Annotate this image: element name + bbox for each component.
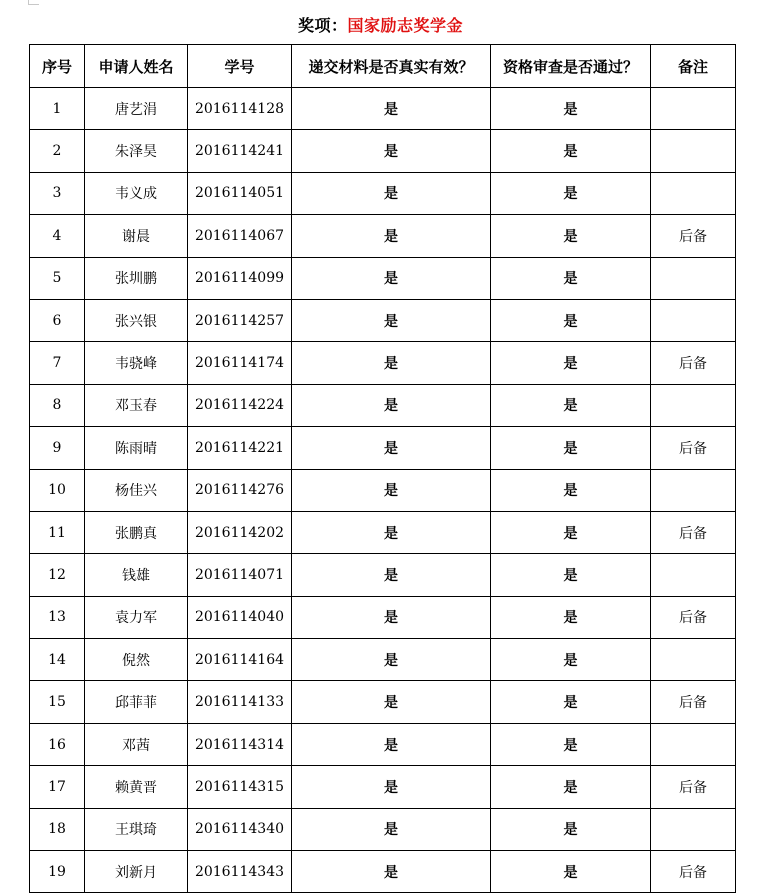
cell-no: 2 bbox=[30, 130, 85, 172]
cell-materials-valid: 是 bbox=[292, 299, 491, 341]
cell-review-passed: 是 bbox=[491, 723, 651, 765]
cell-no: 15 bbox=[30, 681, 85, 723]
cell-remark bbox=[651, 257, 736, 299]
cell-materials-valid: 是 bbox=[292, 257, 491, 299]
cell-materials-valid: 是 bbox=[292, 172, 491, 214]
award-name: 国家励志奖学金 bbox=[347, 16, 464, 35]
cell-no: 14 bbox=[30, 639, 85, 681]
cell-remark: 后备 bbox=[651, 681, 736, 723]
cell-remark bbox=[651, 723, 736, 765]
cell-review-passed: 是 bbox=[491, 257, 651, 299]
table-header-row bbox=[30, 45, 736, 88]
cell-student-id: 2016114133 bbox=[188, 681, 292, 723]
cell-materials-valid: 是 bbox=[292, 808, 491, 850]
cell-remark: 后备 bbox=[651, 851, 736, 893]
cell-review-passed: 是 bbox=[491, 681, 651, 723]
cell-student-id: 2016114224 bbox=[188, 384, 292, 426]
cell-materials-valid: 是 bbox=[292, 851, 491, 893]
cell-name: 邱菲菲 bbox=[85, 681, 188, 723]
cell-student-id: 2016114067 bbox=[188, 215, 292, 257]
table-row bbox=[30, 554, 736, 596]
cell-student-id: 2016114099 bbox=[188, 257, 292, 299]
cell-materials-valid: 是 bbox=[292, 596, 491, 638]
cell-name: 朱泽昊 bbox=[85, 130, 188, 172]
column-header-student-id: 学号 bbox=[188, 45, 292, 88]
cell-student-id: 2016114040 bbox=[188, 596, 292, 638]
cell-remark bbox=[651, 299, 736, 341]
cell-student-id: 2016114221 bbox=[188, 427, 292, 469]
cell-review-passed: 是 bbox=[491, 299, 651, 341]
cell-no: 18 bbox=[30, 808, 85, 850]
table-row bbox=[30, 384, 736, 426]
cell-no: 8 bbox=[30, 384, 85, 426]
cell-no: 10 bbox=[30, 469, 85, 511]
cell-review-passed: 是 bbox=[491, 88, 651, 130]
cell-materials-valid: 是 bbox=[292, 88, 491, 130]
cell-name: 王琪琦 bbox=[85, 808, 188, 850]
column-header-review-passed: 资格审查是否通过？ bbox=[491, 45, 651, 88]
cell-student-id: 2016114071 bbox=[188, 554, 292, 596]
cell-remark: 后备 bbox=[651, 215, 736, 257]
cell-remark bbox=[651, 808, 736, 850]
cell-materials-valid: 是 bbox=[292, 215, 491, 257]
cell-no: 12 bbox=[30, 554, 85, 596]
cell-name: 钱雄 bbox=[85, 554, 188, 596]
cell-no: 11 bbox=[30, 511, 85, 553]
cell-remark bbox=[651, 172, 736, 214]
cell-student-id: 2016114340 bbox=[188, 808, 292, 850]
cell-review-passed: 是 bbox=[491, 596, 651, 638]
table-row bbox=[30, 851, 736, 893]
column-header-name: 申请人姓名 bbox=[85, 45, 188, 88]
cell-review-passed: 是 bbox=[491, 384, 651, 426]
cell-materials-valid: 是 bbox=[292, 130, 491, 172]
cell-remark bbox=[651, 88, 736, 130]
cell-materials-valid: 是 bbox=[292, 511, 491, 553]
cell-materials-valid: 是 bbox=[292, 384, 491, 426]
table-row bbox=[30, 596, 736, 638]
cell-student-id: 2016114051 bbox=[188, 172, 292, 214]
cell-student-id: 2016114314 bbox=[188, 723, 292, 765]
cell-student-id: 2016114174 bbox=[188, 342, 292, 384]
cell-review-passed: 是 bbox=[491, 554, 651, 596]
cell-remark: 后备 bbox=[651, 596, 736, 638]
cell-no: 1 bbox=[30, 88, 85, 130]
cell-name: 谢晨 bbox=[85, 215, 188, 257]
cell-no: 7 bbox=[30, 342, 85, 384]
cell-no: 4 bbox=[30, 215, 85, 257]
cell-materials-valid: 是 bbox=[292, 342, 491, 384]
cell-no: 9 bbox=[30, 427, 85, 469]
cell-no: 17 bbox=[30, 766, 85, 808]
cell-materials-valid: 是 bbox=[292, 723, 491, 765]
table-row bbox=[30, 130, 736, 172]
cell-student-id: 2016114343 bbox=[188, 851, 292, 893]
cell-materials-valid: 是 bbox=[292, 469, 491, 511]
column-header-remark: 备注 bbox=[651, 45, 736, 88]
cell-materials-valid: 是 bbox=[292, 681, 491, 723]
cell-no: 19 bbox=[30, 851, 85, 893]
table-row bbox=[30, 172, 736, 214]
cell-review-passed: 是 bbox=[491, 342, 651, 384]
cell-no: 16 bbox=[30, 723, 85, 765]
cell-student-id: 2016114202 bbox=[188, 511, 292, 553]
cell-name: 杨佳兴 bbox=[85, 469, 188, 511]
cell-student-id: 2016114241 bbox=[188, 130, 292, 172]
table-row bbox=[30, 88, 736, 130]
cell-name: 韦骁峰 bbox=[85, 342, 188, 384]
cell-remark: 后备 bbox=[651, 511, 736, 553]
cell-remark bbox=[651, 639, 736, 681]
cell-name: 张兴银 bbox=[85, 299, 188, 341]
column-header-no: 序号 bbox=[30, 45, 85, 88]
cell-no: 5 bbox=[30, 257, 85, 299]
cell-name: 唐艺涓 bbox=[85, 88, 188, 130]
cell-student-id: 2016114164 bbox=[188, 639, 292, 681]
cell-review-passed: 是 bbox=[491, 639, 651, 681]
cell-name: 赖黄晋 bbox=[85, 766, 188, 808]
cell-review-passed: 是 bbox=[491, 130, 651, 172]
table-row bbox=[30, 723, 736, 765]
cell-remark: 后备 bbox=[651, 766, 736, 808]
cell-review-passed: 是 bbox=[491, 851, 651, 893]
cell-review-passed: 是 bbox=[491, 427, 651, 469]
award-heading bbox=[0, 13, 761, 36]
cell-remark: 后备 bbox=[651, 427, 736, 469]
cell-materials-valid: 是 bbox=[292, 639, 491, 681]
applicant-table bbox=[29, 44, 736, 893]
table-row bbox=[30, 469, 736, 511]
table-body bbox=[30, 88, 736, 893]
cell-remark bbox=[651, 384, 736, 426]
table-row bbox=[30, 766, 736, 808]
cell-review-passed: 是 bbox=[491, 511, 651, 553]
column-header-materials-valid: 递交材料是否真实有效？ bbox=[292, 45, 491, 88]
cell-remark bbox=[651, 469, 736, 511]
cell-name: 刘新月 bbox=[85, 851, 188, 893]
cell-review-passed: 是 bbox=[491, 172, 651, 214]
cell-name: 张鹏真 bbox=[85, 511, 188, 553]
table-row bbox=[30, 681, 736, 723]
cell-no: 13 bbox=[30, 596, 85, 638]
cell-name: 邓玉春 bbox=[85, 384, 188, 426]
cell-no: 3 bbox=[30, 172, 85, 214]
cell-remark bbox=[651, 130, 736, 172]
cell-name: 韦义成 bbox=[85, 172, 188, 214]
cell-student-id: 2016114128 bbox=[188, 88, 292, 130]
page-corner-mark bbox=[28, 0, 39, 5]
cell-name: 陈雨晴 bbox=[85, 427, 188, 469]
table-row bbox=[30, 427, 736, 469]
cell-name: 邓茜 bbox=[85, 723, 188, 765]
cell-remark: 后备 bbox=[651, 342, 736, 384]
cell-no: 6 bbox=[30, 299, 85, 341]
cell-name: 袁力军 bbox=[85, 596, 188, 638]
cell-review-passed: 是 bbox=[491, 215, 651, 257]
table-row bbox=[30, 511, 736, 553]
table-row bbox=[30, 215, 736, 257]
table-row bbox=[30, 299, 736, 341]
cell-remark bbox=[651, 554, 736, 596]
cell-materials-valid: 是 bbox=[292, 554, 491, 596]
table-row bbox=[30, 342, 736, 384]
cell-student-id: 2016114315 bbox=[188, 766, 292, 808]
table-row bbox=[30, 808, 736, 850]
cell-name: 张圳鹏 bbox=[85, 257, 188, 299]
cell-review-passed: 是 bbox=[491, 766, 651, 808]
cell-review-passed: 是 bbox=[491, 469, 651, 511]
cell-materials-valid: 是 bbox=[292, 427, 491, 469]
award-label: 奖项： bbox=[297, 16, 348, 35]
cell-student-id: 2016114276 bbox=[188, 469, 292, 511]
table-row bbox=[30, 257, 736, 299]
cell-student-id: 2016114257 bbox=[188, 299, 292, 341]
cell-materials-valid: 是 bbox=[292, 766, 491, 808]
cell-review-passed: 是 bbox=[491, 808, 651, 850]
cell-name: 倪然 bbox=[85, 639, 188, 681]
table-row bbox=[30, 639, 736, 681]
